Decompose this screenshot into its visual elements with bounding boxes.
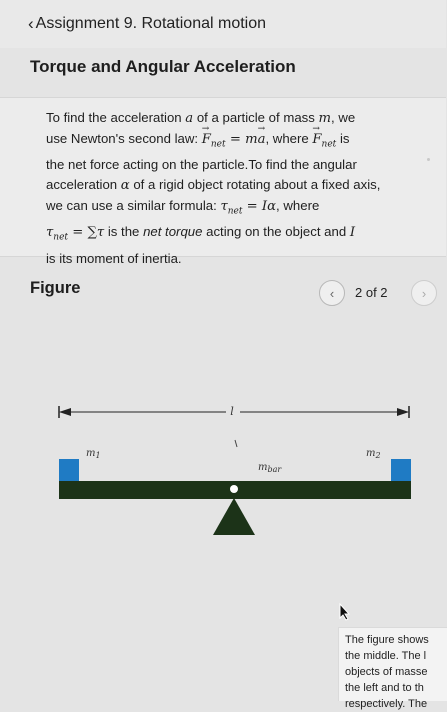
pivot-support	[213, 498, 255, 535]
seesaw-figure	[0, 390, 446, 550]
mbar-label: $m_{bar}$	[258, 462, 282, 474]
back-link[interactable]	[28, 14, 266, 34]
decorative-dot	[427, 158, 430, 161]
caption-line: objects of masse	[345, 666, 428, 678]
figure-label: Figure	[30, 279, 81, 297]
top-bar	[0, 0, 446, 48]
length-left-arrowhead	[59, 408, 71, 416]
page-title: Torque and Angular Acceleration	[30, 57, 296, 76]
chevron-right-icon: ›	[421, 285, 427, 301]
caption-line: the middle. The l	[345, 650, 427, 662]
block-m1	[59, 459, 79, 481]
intro-line-6: $\tau_{net} = \sum\tau$ is the net torque acting on the object and I	[46, 224, 356, 243]
intro-line-3: the net force acting on the particle.To find the angular	[46, 157, 357, 173]
intro-text	[46, 108, 431, 269]
intro-line-2: use Newton's second law: → $F_{net} = m\to a$, where → $F_{net}$ is	[46, 129, 431, 155]
m1-label: $m_1$	[86, 448, 101, 460]
mbar-pointer	[235, 440, 237, 447]
intro-line-1: To find the acceleration a of a particle of mass m, we	[46, 110, 356, 126]
m2-label: $m_2$	[366, 448, 381, 460]
intro-card	[0, 97, 446, 266]
assignment-title: Assignment 9. Rotational motion	[35, 15, 267, 32]
mouse-cursor-icon	[339, 603, 351, 621]
figure-prev-button[interactable]	[319, 280, 345, 306]
figure-page-count: 2 of 2	[355, 285, 388, 300]
block-m2	[391, 459, 411, 481]
caption-line: The figure shows	[345, 634, 429, 646]
pivot-point	[230, 485, 238, 493]
chevron-left-icon: ‹	[329, 285, 335, 301]
length-right-arrowhead	[397, 408, 409, 416]
intro-line-7: is its moment of inertia.	[46, 250, 182, 266]
intro-line-5: we can use a similar formula: $\tau_{net} = I\alpha$, where	[46, 197, 320, 217]
caption-text	[339, 628, 447, 712]
chevron-left-icon: ‹	[28, 14, 34, 33]
figure-next-button[interactable]	[411, 280, 437, 306]
figure-caption	[338, 627, 447, 710]
caption-line: the left and to th	[345, 682, 424, 694]
caption-line: respectively. The	[345, 698, 428, 710]
intro-line-4: acceleration α of a rigid object rotating about a fixed axis,	[46, 177, 381, 194]
length-label: l	[230, 405, 234, 418]
